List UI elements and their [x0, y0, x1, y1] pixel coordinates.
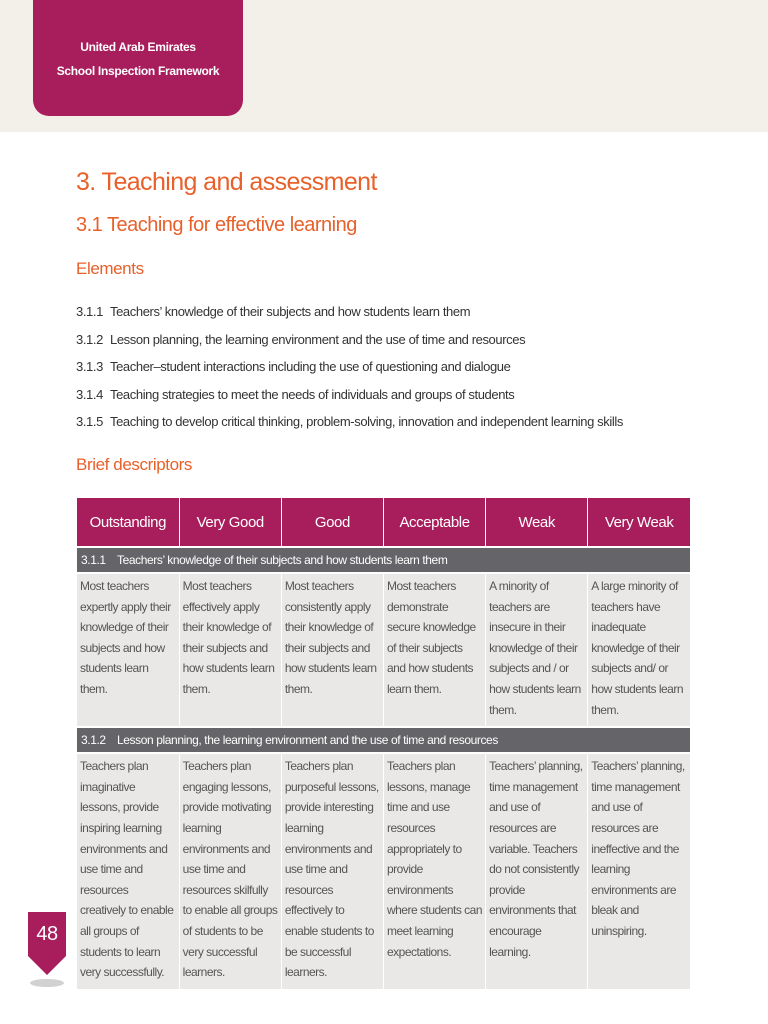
element-item — [76, 302, 623, 330]
page-tab-shadow — [30, 979, 64, 987]
table-cell: Teachers plan purposeful lessons, provide interesting learning environments and use time and resources effectively to enable students to be successful learners. — [281, 753, 383, 989]
page-number: 48 — [36, 923, 58, 945]
brief-descriptors-heading: Brief descriptors — [76, 455, 193, 474]
column-header-very-good: Very Good — [179, 498, 281, 547]
element-item — [76, 385, 623, 413]
column-header-good: Good — [281, 498, 383, 547]
table-row — [77, 753, 690, 989]
column-header-very-weak: Very Weak — [588, 498, 690, 547]
section-number: 3.1.2 — [81, 733, 106, 748]
table-cell: Teachers’ planning, time management and use of resources are ineffective and the learning environments are bleak and uninspiring. — [588, 753, 690, 989]
element-number: 3.1.4 — [76, 386, 103, 402]
column-header-acceptable: Acceptable — [383, 498, 485, 547]
table-cell: Teachers plan engaging lessons, provide motivating learning environments and use time and resources skilfully to enable all groups of students to be very successful learners. — [179, 753, 281, 989]
element-number: 3.1.2 — [76, 331, 103, 347]
element-text: Teaching strategies to meet the needs of individuals and groups of students — [110, 386, 515, 402]
element-text: Teachers’ knowledge of their subjects and how students learn them — [110, 304, 471, 319]
header-line-2: School Inspection Framework — [56, 64, 220, 78]
element-number: 3.1.1 — [76, 304, 103, 319]
table-cell: Most teachers demonstrate secure knowledge of their subjects and how students learn them. — [383, 573, 485, 727]
element-text: Teacher–student interactions including the use of questioning and dialogue — [110, 359, 511, 374]
table-cell: Teachers’ planning, time management and use of resources are variable. Teachers do not consistently provide environments that encourage learning. — [486, 753, 588, 989]
table-cell: Teachers plan imaginative lessons, provide inspiring learning environments and use time and resources creatively to enable all groups of students to learn very successfully. — [77, 753, 179, 989]
elements-list — [76, 302, 623, 440]
table-cell: Most teachers effectively apply their knowledge of their subjects and how students learn them. — [179, 573, 281, 727]
table-row — [77, 573, 690, 727]
header-line-1: United Arab Emirates — [80, 40, 196, 54]
elements-heading: Elements — [76, 259, 144, 278]
page-down-arrow-icon — [28, 956, 66, 975]
table-cell: Teachers plan lessons, manage time and use resources appropriately to provide environments where students can meet learning expectations. — [383, 753, 485, 989]
table-cell: Most teachers expertly apply their knowledge of their subjects and how students learn them. — [77, 573, 179, 727]
element-item — [76, 357, 623, 385]
element-text: Teaching to develop critical thinking, problem-solving, innovation and independent learning skills — [110, 414, 623, 429]
table-header-row — [77, 498, 690, 547]
section-header — [77, 727, 690, 753]
section-number: 3.1.1 — [81, 553, 106, 567]
section-title: Teachers’ knowledge of their subjects and how students learn them — [117, 553, 448, 567]
column-header-outstanding: Outstanding — [77, 498, 179, 547]
section-title: Lesson planning, the learning environment and the use of time and resources — [117, 733, 498, 748]
column-header-weak: Weak — [486, 498, 588, 547]
element-item — [76, 412, 623, 440]
table-cell: Most teachers consistently apply their knowledge of their subjects and how students learn them. — [281, 573, 383, 727]
table-cell: A large minority of teachers have inadequate knowledge of their subjects and/ or how students learn them. — [588, 573, 690, 727]
section-header-row — [77, 727, 690, 753]
table-cell: A minority of teachers are insecure in their knowledge of their subjects and / or how students learn them. — [486, 573, 588, 727]
descriptors-table — [77, 498, 690, 989]
page-subtitle: 3.1 Teaching for effective learning — [76, 214, 357, 236]
element-item — [76, 330, 623, 358]
section-header-row — [77, 547, 690, 573]
element-number: 3.1.3 — [76, 359, 103, 374]
header-banner — [33, 0, 243, 116]
section-header — [77, 547, 690, 573]
element-number: 3.1.5 — [76, 414, 103, 429]
descriptors-table-wrapper — [77, 498, 690, 989]
page-title: 3. Teaching and assessment — [76, 168, 377, 196]
element-text: Lesson planning, the learning environment and the use of time and resources — [110, 331, 526, 347]
